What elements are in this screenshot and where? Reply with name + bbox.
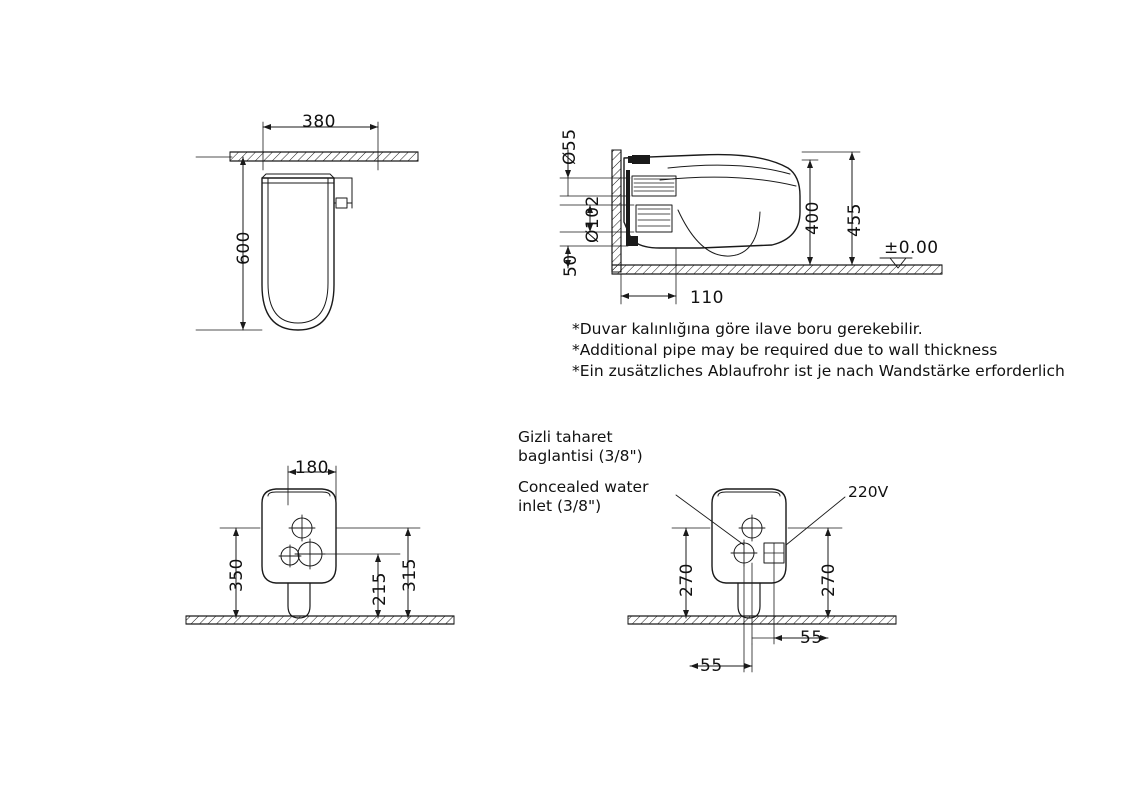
dim-floor-level: ±0.00 — [884, 238, 939, 258]
dim-waste-height-50: 50 — [561, 254, 581, 277]
dim-height-350: 350 — [227, 558, 247, 592]
callout-power-supply-220v: 220V — [848, 483, 889, 501]
dim-outlet-offset-110: 110 — [690, 288, 724, 308]
note-line-3: *Ein zusätzliches Ablaufrohr ist je nach Wandstärke erforderlich — [572, 362, 1065, 380]
front-view-right-geometry — [628, 489, 896, 672]
dim-height-315: 315 — [400, 558, 420, 592]
dim-height-270-left: 270 — [677, 563, 697, 597]
callout-concealed-water-inlet-line-4: inlet (3/8") — [518, 497, 602, 515]
callout-concealed-water-inlet-line-1: Gizli taharet — [518, 428, 613, 446]
dim-depth-600: 600 — [234, 231, 254, 265]
callout-concealed-water-inlet-line-2: baglantisi (3/8") — [518, 447, 643, 465]
dim-fixing-centers-180: 180 — [295, 458, 329, 478]
dim-offset-55-lower: 55 — [700, 656, 723, 676]
note-line-1: *Duvar kalınlığına göre ilave boru gerekebilir. — [572, 320, 923, 338]
side-section-geometry — [560, 150, 942, 304]
dim-height-215: 215 — [370, 572, 390, 606]
note-line-2: *Additional pipe may be required due to wall thickness — [572, 341, 998, 359]
front-view-left-geometry — [186, 466, 454, 624]
dim-width-380: 380 — [302, 112, 336, 132]
dim-offset-55-upper: 55 — [800, 628, 823, 648]
callout-concealed-water-inlet-line-3: Concealed water — [518, 478, 649, 496]
dim-height-270-right: 270 — [819, 563, 839, 597]
dim-outlet-dia-55: Ø55 — [560, 128, 580, 165]
dim-waste-dia-102: Ø102 — [583, 195, 603, 243]
dim-seat-height-400: 400 — [803, 201, 823, 235]
dim-total-height-455: 455 — [845, 203, 865, 237]
top-view-geometry — [196, 122, 418, 330]
